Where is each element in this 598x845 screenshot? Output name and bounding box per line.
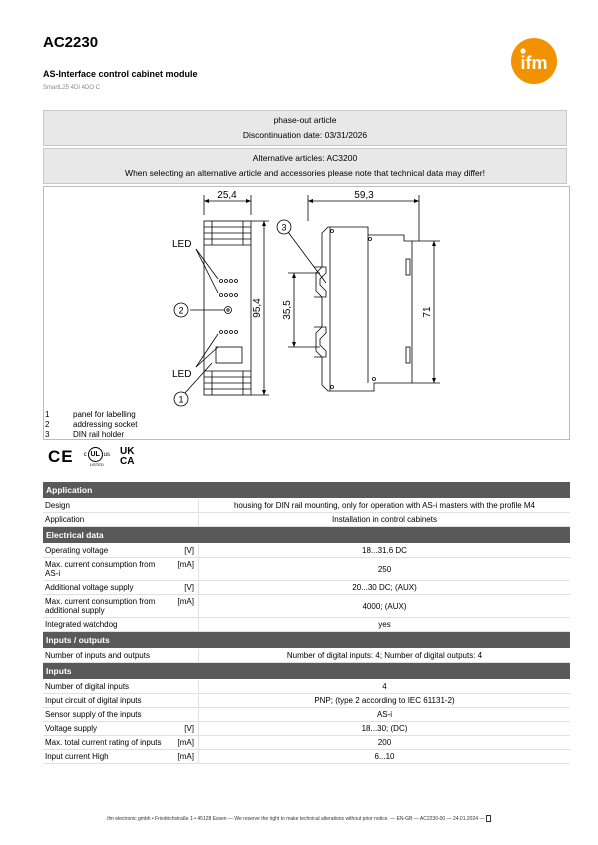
callout-3: 3	[281, 222, 287, 233]
table-row: Application Installation in control cabinets	[43, 513, 570, 527]
svg-text:ifm: ifm	[520, 53, 548, 73]
alternative-notice	[43, 148, 567, 184]
table-row: Sensor supply of the inputs AS-i	[43, 708, 570, 722]
led-label-top: LED	[172, 239, 192, 250]
phase-out-notice	[43, 110, 567, 146]
page-footer	[0, 815, 598, 822]
drawing-legend	[45, 410, 137, 440]
table-row: Design housing for DIN rail mounting, only for operation with AS-i masters with the profile M4	[43, 499, 570, 513]
table-row: Number of inputs and outputs Number of digital inputs: 4; Number of digital outputs: 4	[43, 649, 570, 663]
product-code: SmartL25 4DI 4DO C	[43, 85, 101, 91]
dim-front-height: 95,4	[252, 298, 263, 318]
table-row: Operating voltage [V] 18...31.6 DC	[43, 544, 570, 558]
alternative-article: Alternative articles: AC3200	[252, 153, 358, 163]
phase-out-label: phase-out article	[273, 115, 337, 125]
callout-2: 2	[178, 305, 184, 316]
table-row: Max. current consumption from additional supply [mA] 4000; (AUX)	[43, 595, 570, 618]
callout-1: 1	[178, 394, 184, 405]
table-row: Integrated watchdog yes	[43, 618, 570, 632]
section-header: Electrical data	[43, 527, 570, 544]
page-title: AC2230	[43, 34, 99, 51]
table-row: Max. current consumption from AS-i [mA] 250	[43, 558, 570, 581]
dim-side-height: 71	[422, 306, 433, 318]
ifm-logo	[511, 38, 557, 84]
section-header: Inputs / outputs	[43, 632, 570, 649]
technical-drawing	[44, 187, 569, 439]
certification-marks	[48, 446, 134, 468]
page-number-box	[486, 815, 491, 822]
dim-side-width: 59,3	[354, 190, 374, 201]
ce-mark: CE	[48, 447, 74, 466]
dim-front-width: 25,4	[217, 190, 237, 201]
discontinuation-date: Discontinuation date: 03/31/2026	[242, 130, 368, 140]
legend-item: 3 DIN rail holder	[45, 430, 125, 439]
legend-item: 1 panel for labelling	[45, 410, 136, 419]
footer-text: ifm electronic gmbh • Friedrichstraße 1 • 45128 Essen — We reserve the right to make technical alterations without prior notice. — EN-GB — AC2230-00 — 24.01.2024 —	[107, 815, 486, 822]
dim-rail: 35,5	[282, 300, 293, 320]
spec-table	[43, 482, 570, 764]
section-header: Inputs	[43, 663, 570, 680]
dimension-drawing	[43, 186, 570, 440]
table-row: Additional voltage supply [V] 20...30 DC; (AUX)	[43, 581, 570, 595]
table-row: Input current High [mA] 6...10	[43, 750, 570, 764]
table-row: Input circuit of digital inputs PNP; (type 2 according to IEC 61131-2)	[43, 694, 570, 708]
ukca-mark: UK CA	[119, 446, 135, 467]
section-header: Application	[43, 482, 570, 499]
product-subtitle: AS-Interface control cabinet module	[43, 69, 198, 79]
legend-item: 2 addressing socket	[45, 420, 138, 429]
ul-listed-mark: c UL us LISTED	[84, 447, 110, 467]
table-row: Number of digital inputs 4	[43, 680, 570, 694]
alternative-warning: When selecting an alternative article and accessories please note that technical data may differ!	[125, 168, 485, 178]
led-label-bottom: LED	[172, 369, 192, 380]
table-row: Voltage supply [V] 18...30; (DC)	[43, 722, 570, 736]
table-row: Max. total current rating of inputs [mA] 200	[43, 736, 570, 750]
